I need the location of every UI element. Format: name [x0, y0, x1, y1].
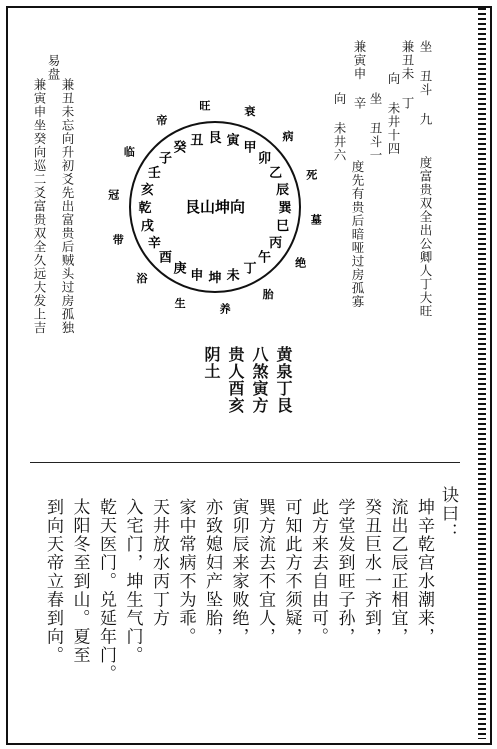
- outer-char: 旺: [199, 99, 211, 113]
- ring-char: 卯: [257, 151, 272, 167]
- compass-center: 艮山坤向: [184, 198, 246, 216]
- ring-char: 戌: [140, 219, 154, 235]
- ring-char: 坤: [208, 271, 222, 286]
- right-col2: 向 未井十四: [386, 72, 401, 156]
- verse-line: 学堂发到旺子孙，: [334, 498, 355, 646]
- outer-char: 冠: [108, 188, 120, 202]
- ring-char: 寅: [226, 133, 240, 149]
- ring-char: 未: [226, 268, 240, 284]
- ring-char: 艮: [208, 131, 222, 146]
- outer-char: 病: [282, 129, 294, 143]
- ring-char: 巳: [276, 219, 290, 235]
- ring-char: 乾: [138, 201, 152, 216]
- outer-char: 生: [174, 296, 186, 310]
- verse-line: 亦致媳妇产坠胎，: [202, 498, 222, 646]
- ring-char: 乙: [269, 166, 283, 181]
- page-edge-bar: [478, 8, 486, 739]
- ring-char: 甲: [243, 140, 257, 156]
- outer-char: 养: [219, 302, 231, 316]
- upper-title: 易盘: [46, 54, 61, 81]
- right-col2-top: 兼丑未 丁: [400, 40, 415, 110]
- note-yi-1: 兼丑未忘向升初爻先出富贵后贼头过房孤独: [60, 78, 75, 335]
- verse-line: 可知此方不须疑，: [281, 498, 302, 646]
- label-huangquan: 黄泉丁艮: [274, 346, 293, 414]
- ring-char: 酉: [158, 250, 173, 266]
- outer-char: 绝: [295, 256, 307, 270]
- desc-1: 度富贵双全出公卿人丁大旺: [418, 156, 433, 318]
- ring-char: 午: [257, 250, 272, 266]
- right-col3-top: 兼寅申 辛: [352, 40, 367, 110]
- ring-char: 申: [190, 268, 204, 284]
- label-guiren: 贵人酉亥: [226, 346, 245, 414]
- label-basha: 八煞寅方: [250, 346, 269, 414]
- compass-diagram: [100, 92, 330, 322]
- ring-char: 子: [158, 151, 173, 167]
- verse-heading: 诀曰：: [438, 486, 458, 542]
- outer-char: 墓: [310, 213, 322, 227]
- ring-char: 癸: [173, 140, 187, 156]
- verse-line: 家中常病不为乖。: [175, 498, 196, 646]
- verse-line: 到向天帝立春到向。: [43, 498, 63, 665]
- ring-char: 丑: [190, 133, 204, 149]
- right-col4: 向 未井六: [332, 92, 347, 162]
- outer-char: 衰: [244, 105, 256, 119]
- outer-char: 浴: [136, 272, 148, 286]
- outer-char: 帝: [156, 113, 168, 127]
- verse-line: 癸丑巨水一齐到，: [361, 498, 381, 646]
- desc-2: 度先有贵后暗哑过房孤寡: [350, 160, 365, 309]
- verse-line: 流出乙辰正相宜，: [387, 498, 408, 646]
- verse-line: 天井放水丙丁方: [149, 498, 169, 628]
- ring-char: 辰: [276, 182, 290, 198]
- ring-char: 亥: [140, 182, 154, 198]
- label-yintu: 阴土: [202, 346, 221, 380]
- verse-line: 坤辛乾宫水潮来，: [414, 498, 434, 646]
- outer-char: 带: [112, 233, 124, 247]
- outer-char: 临: [123, 145, 135, 159]
- verse-line: 太阳冬至到山。夏至: [69, 498, 90, 665]
- verse-line: 巽方流去不宜人，: [255, 498, 275, 646]
- verse-line: 入宅门，坤生气门。: [122, 498, 143, 665]
- ring-char: 丙: [269, 236, 283, 251]
- section-divider: [30, 462, 460, 463]
- ring-char: 壬: [147, 166, 161, 181]
- outer-char: 死: [306, 168, 318, 182]
- outer-char: 胎: [262, 288, 274, 302]
- ring-char: 庚: [173, 261, 187, 277]
- right-col3: 坐 丑斗一: [368, 92, 383, 162]
- ring-char: 巽: [278, 201, 292, 216]
- ring-char: 辛: [147, 236, 161, 251]
- right-col1: 坐 丑斗 九: [418, 40, 433, 126]
- verse-line: 乾天医门。兑延年门。: [96, 498, 116, 683]
- verse-line: 此方来去自由可。: [308, 498, 328, 646]
- note-yi-2: 兼寅申坐癸向巡二爻富贵双全久远大发上吉: [32, 78, 47, 335]
- verse-line: 寅卯辰来家败绝，: [228, 498, 249, 646]
- ring-char: 丁: [243, 261, 257, 277]
